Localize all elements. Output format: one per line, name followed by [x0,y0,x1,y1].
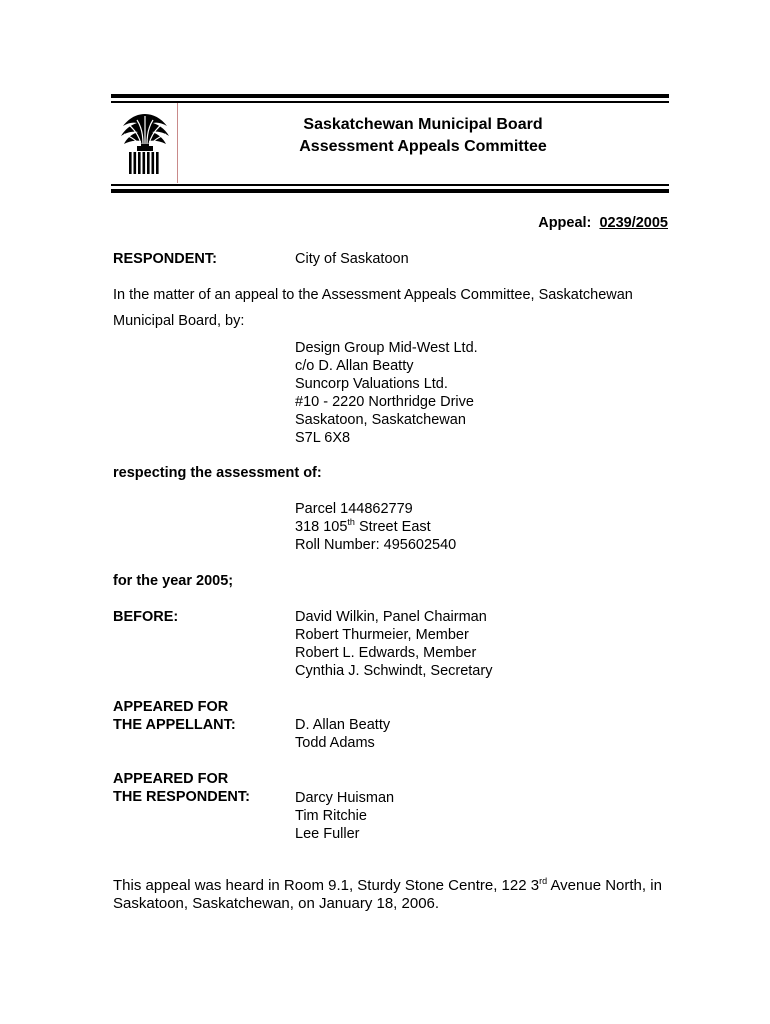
street-name: Street East [354,519,431,535]
hearing-text-a: This appeal was heard in Room 9.1, Sturdy Stone Centre, 122 3 [113,877,540,894]
org-title: Saskatchewan Municipal Board [303,116,543,133]
address-line: Suncorp Valuations Ltd. [295,376,448,392]
hearing-line-1 [113,877,673,895]
panel-member: Robert Thurmeier, Member [295,627,469,643]
hearing-sup: rd [539,876,548,886]
wheat-sheaf-icon [115,110,175,176]
representative-name: D. Allan Beatty [295,717,391,733]
representative-name: Lee Fuller [295,826,360,842]
panel-member: Robert L. Edwards, Member [295,645,477,661]
hearing-paragraph [113,877,673,913]
street-line [295,519,456,537]
appellant-address [295,340,478,448]
panel-member: David Wilkin, Panel Chairman [295,609,487,625]
header-top-rule-thin [111,101,669,103]
matter-line-1: In the matter of an appeal to the Assessment Appeals Committee, Saskatchewan [113,287,633,303]
wheat-sheaf-logo [115,110,175,176]
address-line: Design Group Mid-West Ltd. [295,340,478,356]
matter-line-2: Municipal Board, by: [113,313,245,329]
hearing-line-2: Saskatoon, Saskatchewan, on January 18, 2006. [113,895,440,912]
street-number: 318 105 [295,519,348,535]
matter-paragraph [113,282,673,334]
appeared-appellant-label-1: APPEARED FOR [113,699,229,715]
respondent-label: RESPONDENT: [113,251,217,267]
address-line: #10 - 2220 Northridge Drive [295,394,474,410]
appeared-respondent-label-2: THE RESPONDENT: [113,789,250,805]
panel-members [295,609,492,681]
appeal-number [538,215,668,231]
before-label: BEFORE: [113,609,179,625]
representative-name: Todd Adams [295,735,375,751]
appeared-respondent-label [113,771,250,807]
representative-name: Darcy Huisman [295,790,395,806]
assessment-details [295,501,456,555]
hearing-text-b: Avenue North, in [547,877,662,894]
header-bottom-rule-thick [111,189,669,193]
street-suffix: th [347,517,355,527]
address-line: c/o D. Allan Beatty [295,358,414,374]
header-bottom-rule-thin [111,184,669,186]
respondent-representatives [295,790,394,844]
appeared-appellant-label-2: THE APPELLANT: [113,717,236,733]
representative-name: Tim Ritchie [295,808,367,824]
parcel-line: Parcel 144862779 [295,501,413,517]
appeared-respondent-label-1: APPEARED FOR [113,771,229,787]
panel-member: Cynthia J. Schwindt, Secretary [295,663,493,679]
appeared-appellant-label [113,699,236,735]
roll-line: Roll Number: 495602540 [295,537,457,553]
header-top-rule-thick [111,94,669,98]
assessment-label: respecting the assessment of: [113,465,322,481]
appeal-value: 0239/2005 [599,215,668,231]
year-label: for the year 2005; [113,573,234,589]
address-line: S7L 6X8 [295,430,351,446]
committee-title: Assessment Appeals Committee [299,138,547,155]
respondent-value: City of Saskatoon [295,251,409,267]
address-line: Saskatoon, Saskatchewan [295,412,466,428]
appellant-representatives [295,717,390,753]
appeal-label: Appeal: [538,215,592,231]
